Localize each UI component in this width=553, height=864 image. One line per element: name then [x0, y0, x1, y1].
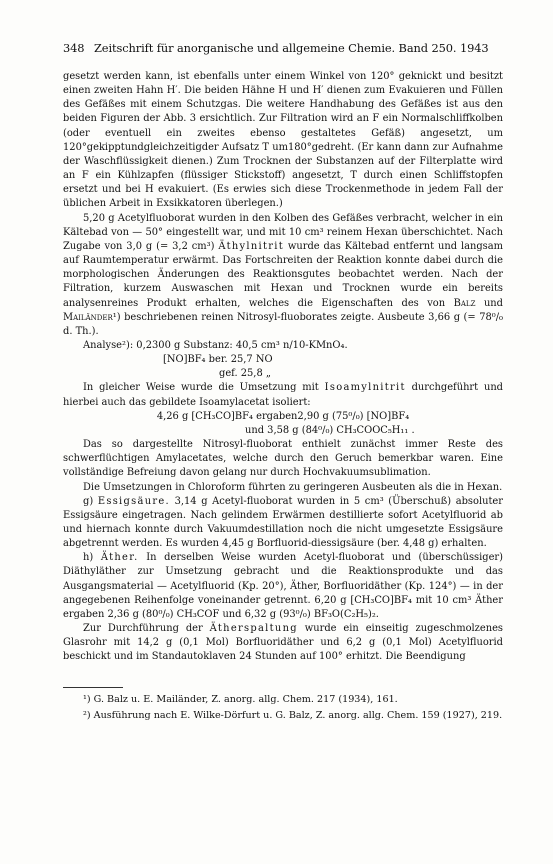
text-run: und: [475, 297, 503, 309]
analysis-calc-line: [NO]BF₄ ber. 25,7 NO: [163, 354, 273, 366]
paragraph-ether: [63, 551, 503, 622]
footnotes: [63, 693, 503, 725]
footnote-rule: [63, 687, 123, 688]
paragraph-amylacetate: Das so dargestellte Nitrosyl-fluoborat enthielt zunächst immer Reste des schwerflüchtigen Amylacetates, welche durch den Geruch bemerkbar waren. Eine vollständige Befreiung davon gelang nur durch Hochvakuumsublimation.: [63, 439, 503, 479]
author-name: Balz: [453, 297, 476, 309]
text-run: Zur Durchführung der: [83, 623, 210, 635]
text-run: wurde das Kältebad entfernt und langsam auf Raumtemperatur erwärmt. Das Fortschreiten der Reaktion konnte dabei durch die morphologischen Änderungen des Reaktionsgutes beobachtet werden. Nach der Filtration, kurzem Auswaschen mit Hexan und Trocknen wurde ein bereits analysenreines Produkt erhalten, welches die Eigenschaften des von: [63, 240, 503, 309]
author-name: Mailänder: [63, 311, 113, 323]
paragraph-apparatus: gesetzt werden kann, ist ebenfalls unter einem Winkel von 120° geknickt und besitzt einen zweiten Hahn H′. Die beiden Hähne H und H′ dienen zum Evakuieren und Füllen des Gefäßes mit einem Schutzgas. Die weitere Handhabung des Gefäßes ist aus den beiden Figuren der Abb. 3 ersichtlich. Zur Filtration wird an F ein Normalschliffkolben (oder eventuell ein zweites ebenso gestaltetes Gefäß) angesetzt, um 120°gekipptundgleichzeitigder Aufsatz T um180°gedreht. (Er kann dann zur Aufnahme der Waschflüssigkeit dienen.) Zum Trocknen der Substanzen auf der Filterplatte wird an F ein Kühlzapfen (flüssiger Stickstoff) angesetzt, T durch einen Schliffstopfen ersetzt und bei H evakuiert. (Es erwies sich diese Trockenmethode in jedem Fall der üblichen Arbeit in Exsikkatoren überlegen.): [63, 71, 503, 210]
paragraph-chloroform: Die Umsetzungen in Chloroform führten zu geringeren Ausbeuten als die in Hexan.: [83, 481, 503, 493]
text-run: ¹) beschriebenen reinen Nitrosyl-fluoborates zeigte. Ausbeute 3,66 g (= 78⁰/₀ d. Th.).: [63, 311, 503, 337]
paragraph-ether-cleavage: [63, 622, 503, 664]
text-run: In gleicher Weise wurde die Umsetzung mit: [83, 382, 325, 394]
spaced-term: Ätherspaltung: [209, 623, 298, 635]
paragraph-acetic-acid: [63, 495, 503, 552]
equation-line-2: und 3,58 g (84⁰/₀) CH₃COOC₅H₁₁ .: [245, 424, 415, 436]
paragraph-ethylnitrite: [63, 212, 503, 339]
footnote-2: ²) Ausführung nach E. Wilke-Dörfurt u. G. Balz, Z. anorg. allg. Chem. 159 (1927), 219.: [83, 710, 503, 721]
body-text: [63, 70, 503, 665]
text-run: g): [83, 495, 98, 507]
section-term: Äther.: [100, 552, 139, 564]
spaced-term: Isoamylnitrit: [324, 382, 406, 394]
equation-line-1: 4,26 g [CH₃CO]BF₄ ergaben2,90 g (75⁰/₀) [NO]BF₄: [156, 410, 410, 422]
text-run: 5,20 g Acetylfluoborat wurden in den Kolben des Gefäßes verbracht, welcher in ein Kältebad von — 50° eingestellt war, und mit 10 cm³ reinem Hexan überschichtet. Nach Zugabe von 3,0 g (= 3,2 cm³): [63, 212, 503, 252]
spaced-term: Äthylnitrit: [218, 240, 285, 252]
text-run: durchgeführt und hierbei auch das gebildete Isoamylacetat isoliert:: [63, 382, 503, 408]
running-title: Zeitschrift für anorganische und allgemeine Chemie. Band 250. 1943: [93, 41, 489, 55]
analysis-found-line: gef. 25,8 „: [219, 368, 271, 380]
paragraph-isoamylnitrite: [63, 381, 503, 409]
page-number: 348: [63, 41, 85, 55]
running-header: [63, 41, 503, 61]
analysis-line: Analyse²): 0,2300 g Substanz: 40,5 cm³ n/10-KMnO₄.: [83, 339, 348, 351]
text-run: h): [83, 552, 101, 564]
text-run: wurde ein einseitig zugeschmolzenes Glasrohr mit 14,2 g (0,1 Mol) Borfluoridäther und 6,2 g (0,1 Mol) Acetylfluorid beschickt und im Standautoklaven 24 Stunden auf 100° erhitzt. Die Beendigung: [63, 623, 503, 663]
footnote-1: ¹) G. Balz u. E. Mailänder, Z. anorg. allg. Chem. 217 (1934), 161.: [83, 694, 398, 705]
text-run: 3,14 g Acetyl-fluoborat wurden in 5 cm³ (Überschuß) absoluter Essigsäure eingetragen. Nach gelindem Erwärmen destillierte sofort Acetylfluorid ab und hiernach konnte durch Vakuumdestillation noch die nicht umgesetzte Essigsäure abgetrennt werden. Es wurden 4,45 g Borfluorid-diessigsäure (ber. 4,48 g) erhalten.: [63, 495, 503, 550]
text-run: In derselben Weise wurden Acetyl-fluoborat und (überschüssiger) Diäthyläther zur Umsetzung gebracht und die Reaktionsprodukte und das Ausgangsmaterial — Acetylfluorid (Kp. 20°), Äther, Borfluoridäther (Kp. 124°) — in der angegebenen Reihenfolge voneinander getrennt. 6,20 g [CH₃CO]BF₄ mit 10 cm³ Äther ergaben 2,36 g (80⁰/₀) CH₃COF und 6,32 g (93⁰/₀) BF₃O(C₂H₅)₂.: [63, 552, 503, 620]
section-term: Essigsäure.: [97, 495, 170, 507]
